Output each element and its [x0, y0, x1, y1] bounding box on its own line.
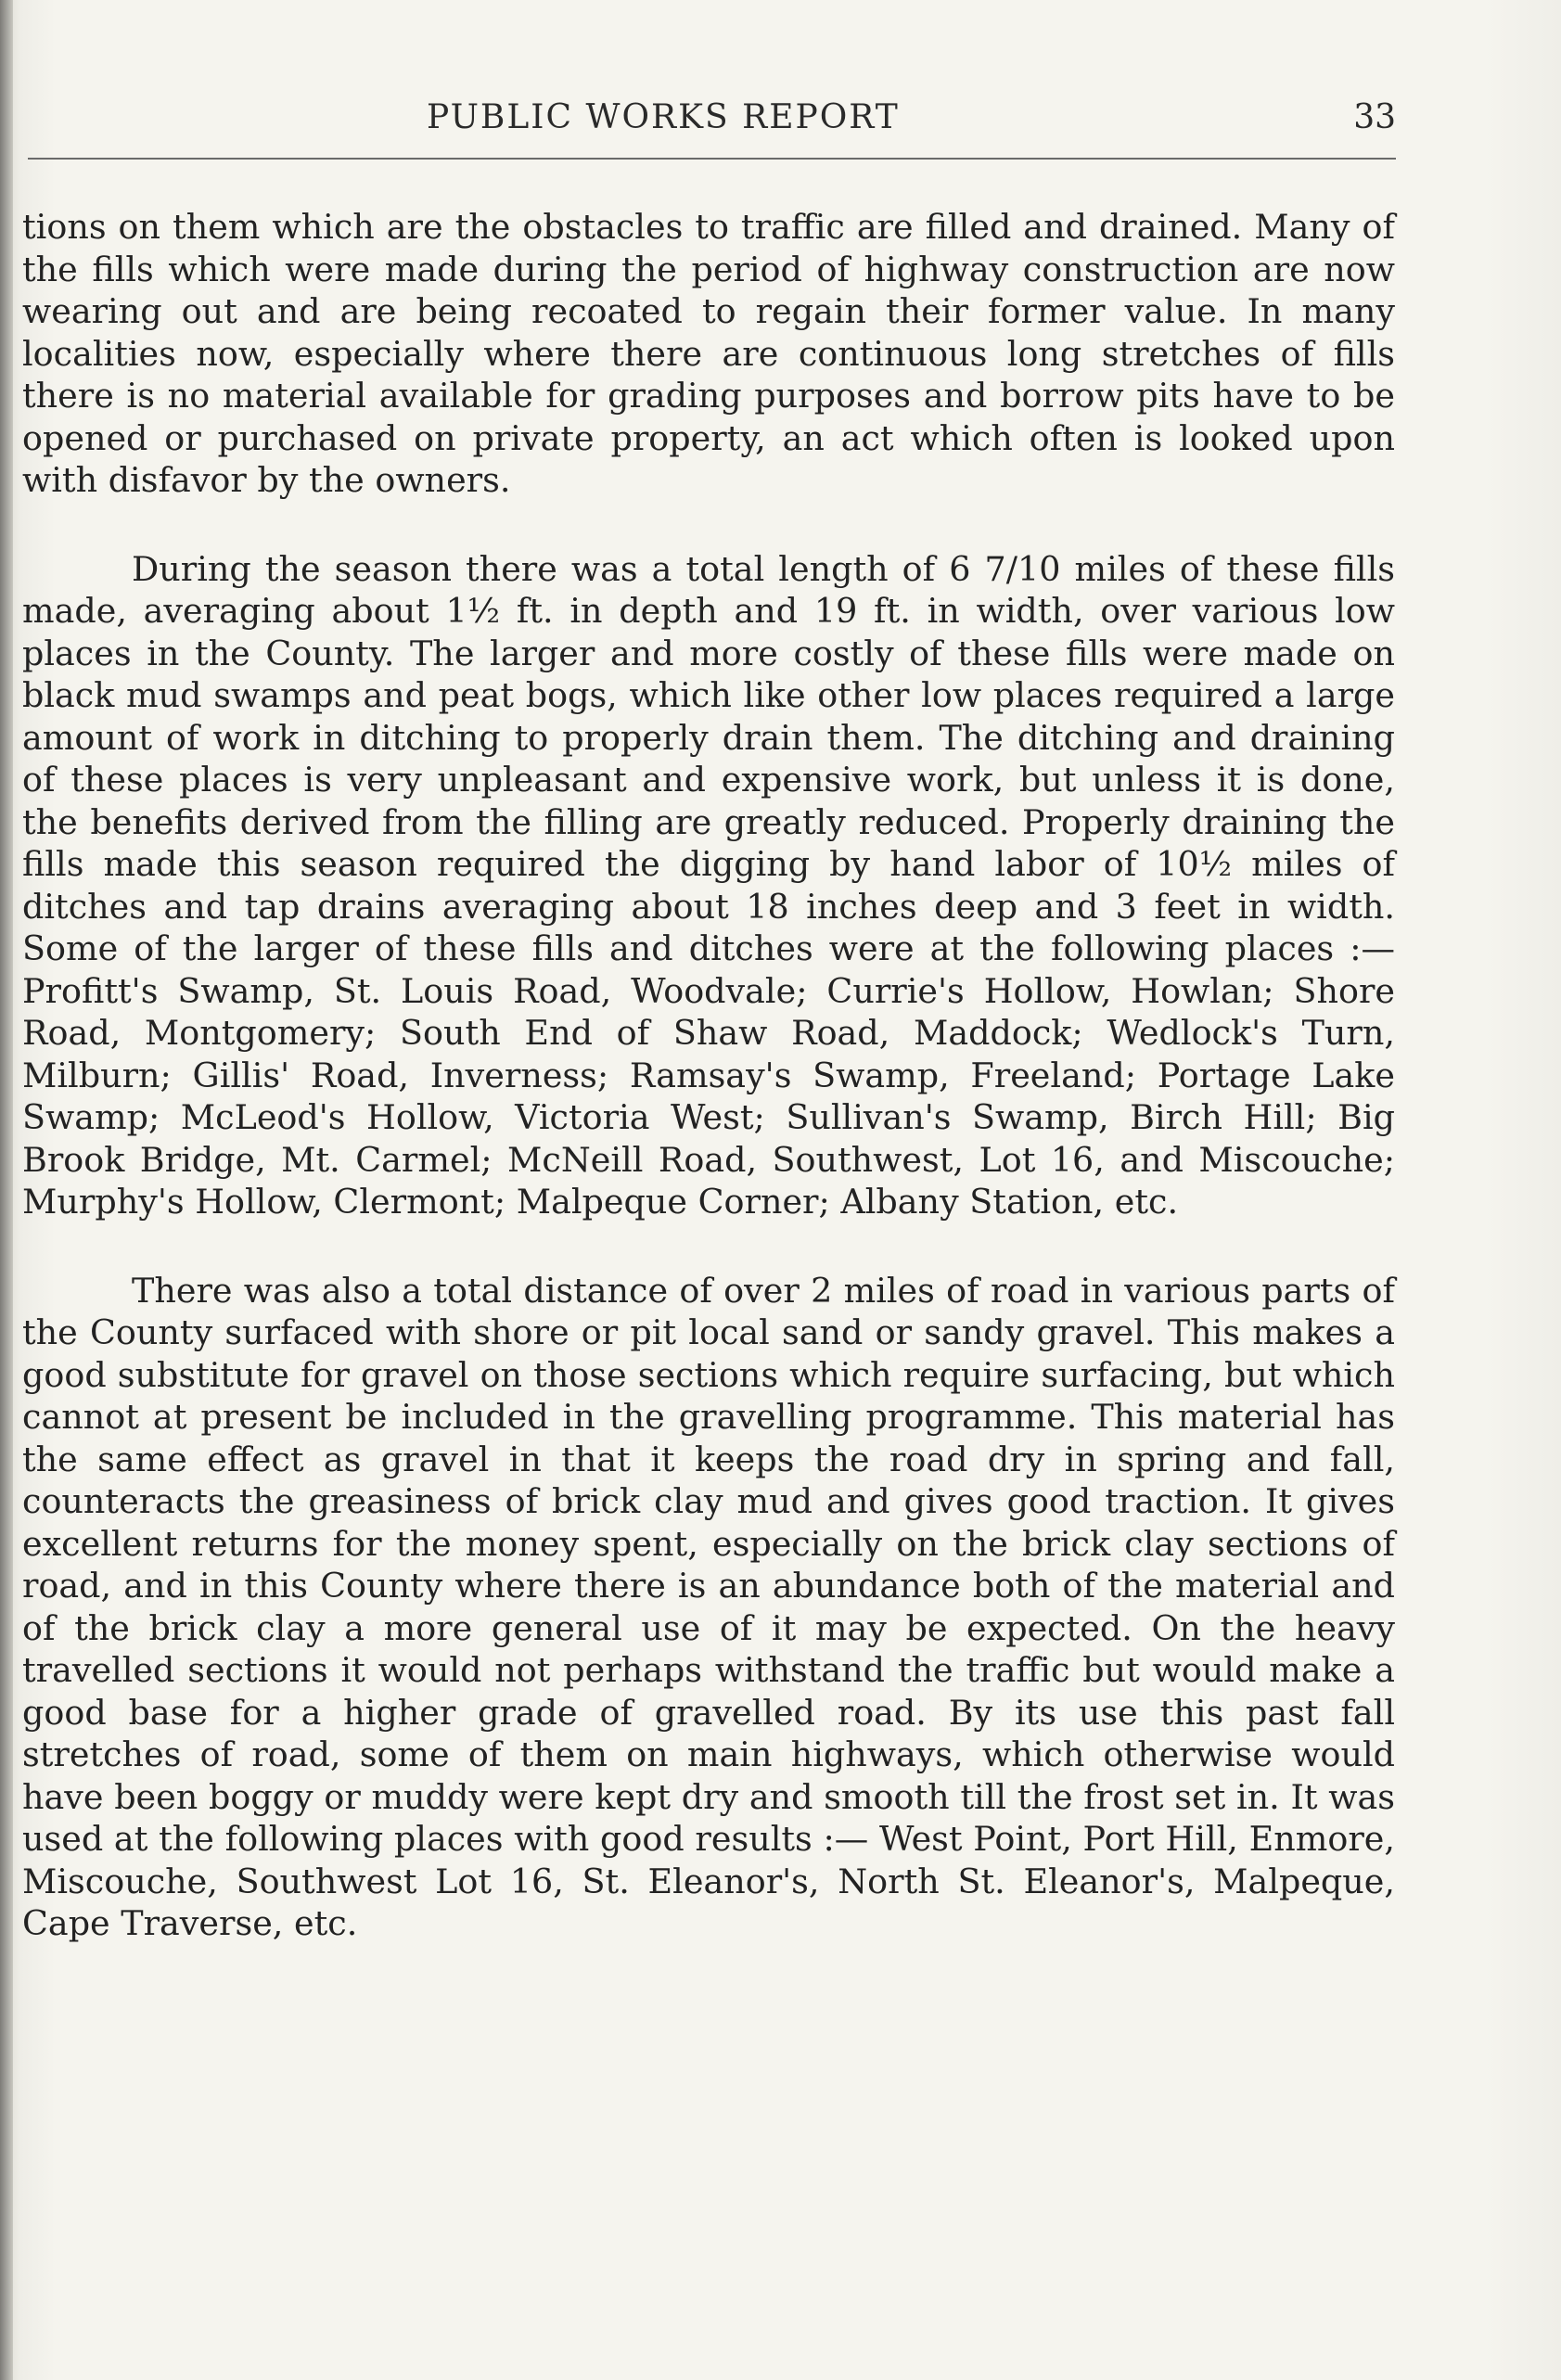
paragraph-fills-continued: tions on them which are the obstacles to traffic are filled and drained. Many of the fills which were made during the period of highway construction are now wearing out and are being recoated to regain their former value. In many localities now, especially where there are continuous long stretches of fills there is no material available for grading purposes and borrow pits have to be opened or purchased on private property, an act which often is looked upon with disfavor by the owners. — [22, 207, 1395, 500]
running-title: PUBLIC WORKS REPORT — [427, 98, 900, 136]
page-body — [22, 206, 1395, 1945]
page-number: 33 — [1353, 98, 1396, 136]
paragraph-sand-surfacing: There was also a total distance of over 2 miles of road in various parts of the County surfaced with shore or pit local sand or sandy gravel. This makes a good substitute for gravel on those sections which require surfacing, but which cannot at present be included in the gravelling programme. This material has the same effect as gravel in that it keeps the road dry in spring and fall, counteracts the greasiness of brick clay mud and gives good traction. It gives excellent returns for the money spent, especially on the brick clay sections of road, and in this County where there is an abundance both of the material and of the brick clay a more general use of it may be expected. On the heavy travelled sections it would not perhaps withstand the traffic but would make a good base for a higher grade of gravelled road. By its use this past fall stretches of road, some of them on main highways, which otherwise would have been boggy or muddy were kept dry and smooth till the frost set in. It was used at the following places with good results :— West Point, Port Hill, Enmore, Miscouche, Southwest Lot 16, St. Eleanor's, North St. Eleanor's, Malpeque, Cape Traverse, etc. — [22, 1270, 1395, 1943]
page-binding-edge — [0, 0, 13, 2380]
page-header — [28, 91, 1396, 160]
paragraph-fills-made: During the season there was a total length of 6 7/10 miles of these fills made, averaging about 1½ ft. in depth and 19 ft. in width, over various low places in the County. The larger and more costly of these fills were made on black mud swamps and peat bogs, which like other low places required a large amount of work in ditching to properly drain them. The ditching and draining of these places is very unpleasant and expensive work, but unless it is done, the benefits derived from the filling are greatly reduced. Properly draining the fills made this season required the digging by hand labor of 10½ miles of ditches and tap drains averaging about 18 inches deep and 3 feet in width. Some of the larger of these fills and ditches were at the following places :— Profitt's Swamp, St. Louis Road, Woodvale; Currie's Hollow, Howlan; Shore Road, Montgomery; South End of Shaw Road, Maddock; Wedlock's Turn, Milburn; Gillis' Road, Inverness; Ramsay's Swamp, Freeland; Portage Lake Swamp; McLeod's Hollow, Victoria West; Sullivan's Swamp, Birch Hill; Big Brook Bridge, Mt. Carmel; McNeill Road, Southwest, Lot 16, and Miscouche; Murphy's Hollow, Clermont; Malpeque Corner; Albany Station, etc. — [22, 548, 1395, 1222]
